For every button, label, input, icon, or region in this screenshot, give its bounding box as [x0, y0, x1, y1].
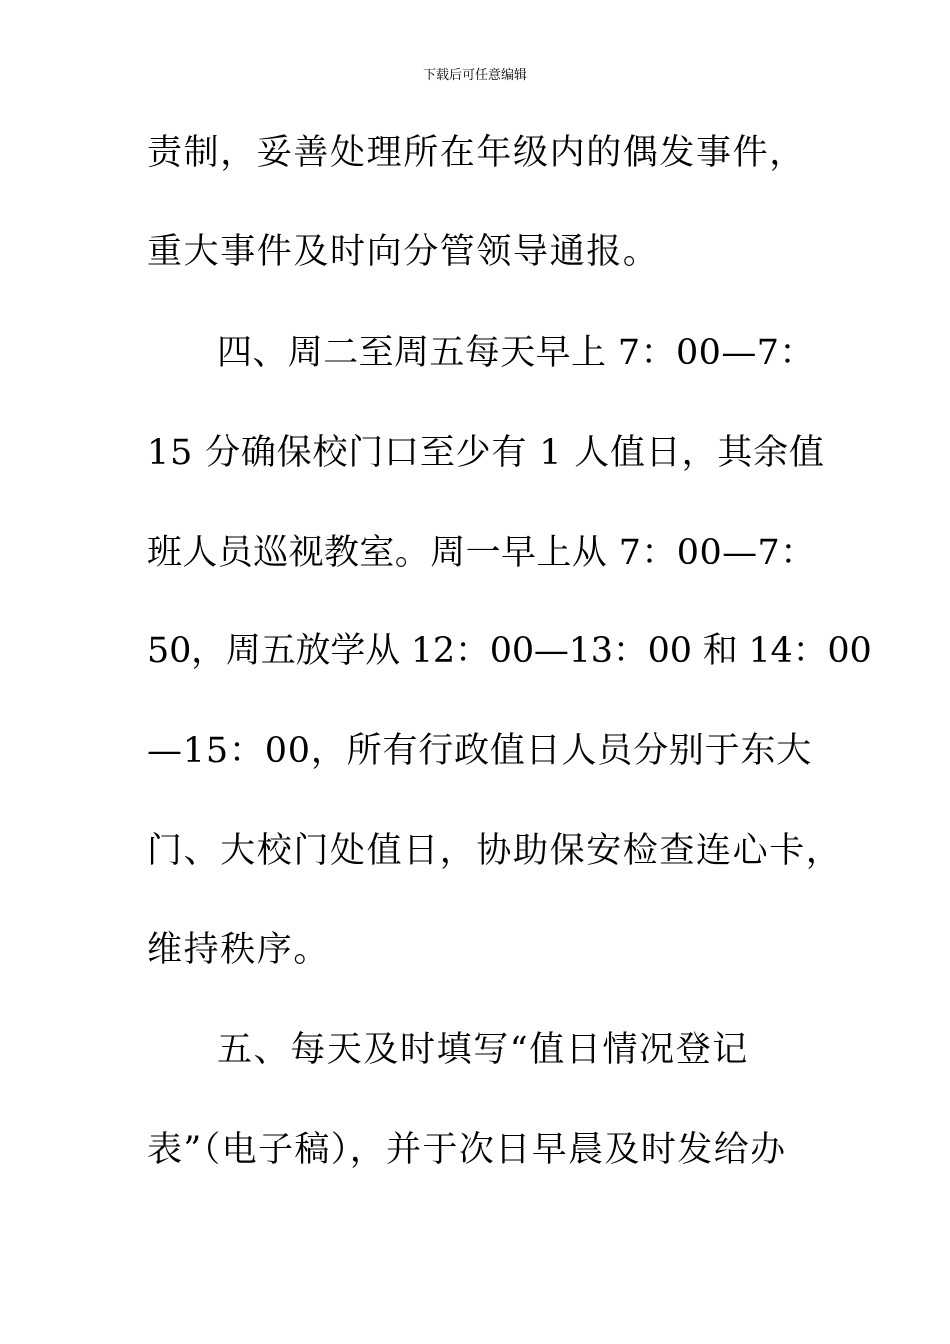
body-text-line: 四、周二至周五每天早上 7：00—7： — [217, 333, 815, 373]
body-text-line: 维持秩序。 — [147, 930, 331, 970]
body-text-line: 50，周五放学从 12：00—13：00 和 14：00 — [147, 631, 872, 671]
body-text-line: —15：00，所有行政值日人员分别于东大 — [147, 731, 813, 771]
page-header-note: 下载后可任意编辑 — [422, 68, 527, 83]
body-text-line: 责制，妥善处理所在年级内的偶发事件， — [147, 133, 806, 173]
body-text-line: 门、大校门处值日，协助保安检查连心卡， — [147, 831, 843, 871]
body-text-line: 15 分确保校门口至少有 1 人值日，其余值 — [147, 433, 825, 473]
body-text-line: 表”（电子稿），并于次日早晨及时发给办 — [147, 1130, 787, 1170]
body-text-line: 班人员巡视教室。周一早上从 7：00—7： — [147, 533, 816, 573]
body-text-line: 五、每天及时填写“值日情况登记 — [217, 1030, 749, 1070]
body-text-line: 重大事件及时向分管领导通报。 — [147, 232, 660, 272]
